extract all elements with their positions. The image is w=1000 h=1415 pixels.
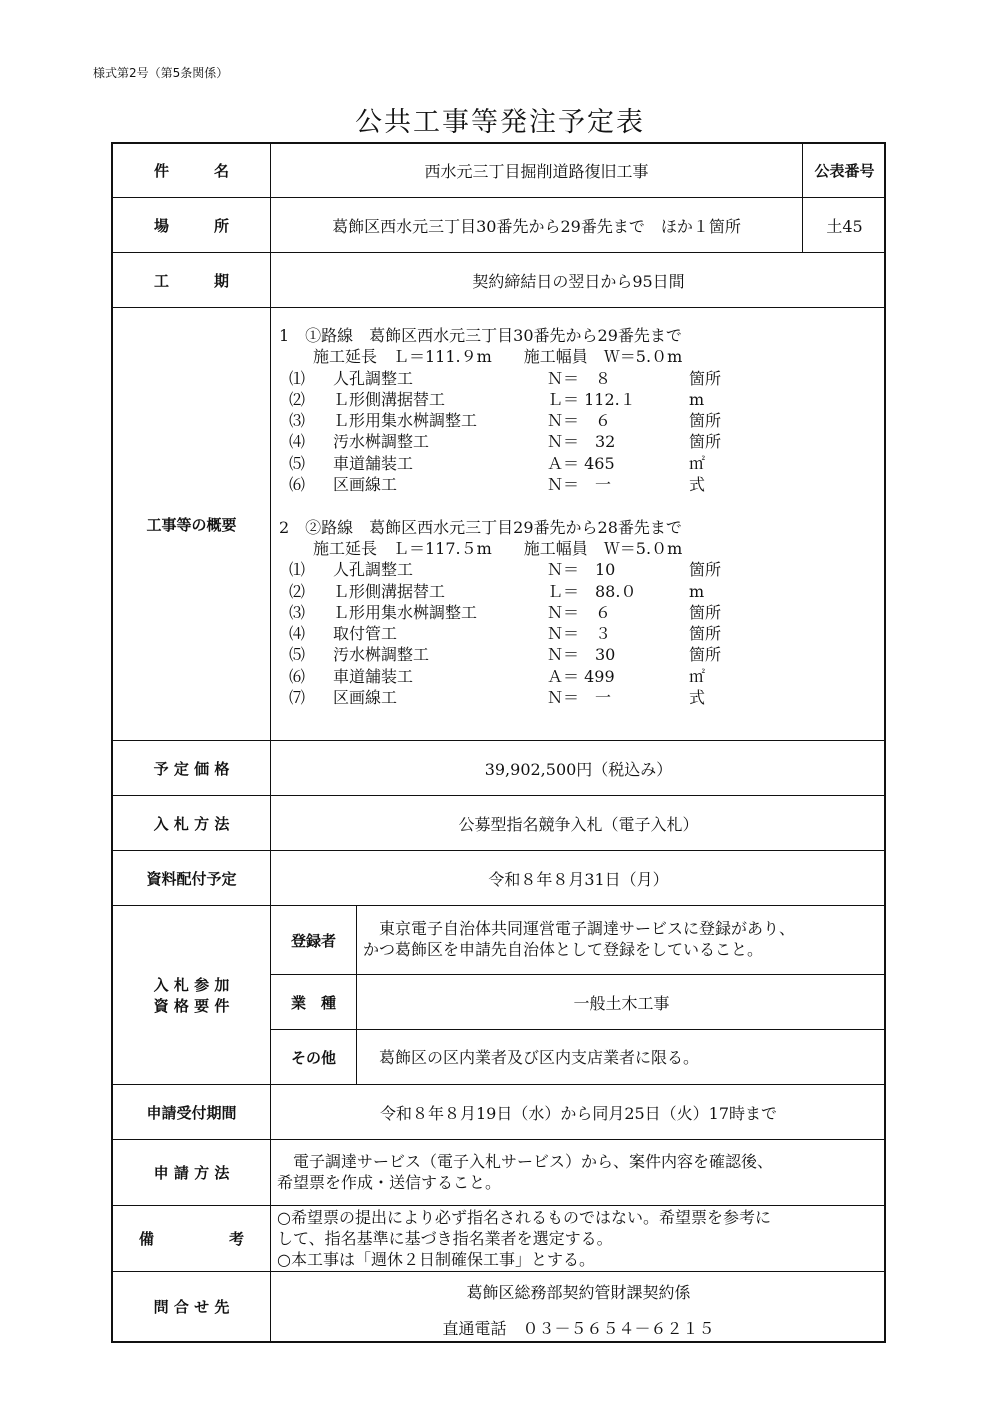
item-quantity: Ｎ＝ 一: [547, 475, 612, 495]
name-value-cell: [271, 144, 803, 198]
public-no-label-cell: [803, 144, 886, 198]
location-label: 場 所: [153, 216, 229, 235]
order-schedule-table: [111, 142, 886, 1343]
overview-heading-1: 1 ①路線 葛飾区西水元三丁目30番先から29番先まで: [279, 326, 682, 345]
distribution-label-cell: [113, 851, 271, 906]
other-value: 葛飾区の区内業者及び区内支店業者に限る。: [363, 1047, 700, 1067]
location-value-cell: [271, 198, 803, 253]
item-name: Ｌ形用集水桝調整工: [333, 411, 478, 431]
qualification-label-line2: 資 格 要 件: [153, 997, 230, 1015]
overview-item: [279, 410, 886, 431]
application-method-label-cell: [113, 1140, 271, 1206]
application-period-value: 令和８年８月19日（水）から同月25日（火）17時まで: [379, 1103, 778, 1123]
overview-item: [279, 602, 886, 623]
registrant-value-cell: [357, 906, 886, 975]
location-value: 葛飾区西水元三丁目30番先から29番先まで ほか１箇所: [332, 216, 741, 236]
contact-value-cell: [271, 1272, 886, 1341]
item-quantity: Ｎ＝ 30: [547, 645, 616, 665]
item-quantity: Ｌ＝ 88.０: [547, 581, 637, 601]
application-method-line2: 希望票を作成・送信すること。: [277, 1173, 502, 1192]
overview-item: [279, 687, 886, 708]
item-name: 人孔調整工: [333, 368, 414, 388]
item-quantity: Ｎ＝ 一: [547, 688, 612, 708]
public-no-label: 公表番号: [814, 162, 875, 180]
overview-item: [279, 368, 886, 389]
price-value: 39,902,500円（税込み）: [484, 759, 673, 779]
overview-item: [279, 644, 886, 665]
industry-label: 業 種: [290, 993, 336, 1012]
overview-spec-2: 施工延長 Ｌ＝117.５m 施工幅員 Ｗ＝5.０m: [313, 538, 683, 558]
item-quantity: Ｎ＝ ６: [547, 602, 612, 622]
overview-label: 工事等の概要: [146, 515, 237, 534]
item-unit: ㎡: [689, 453, 706, 473]
item-number: ⑵: [289, 581, 306, 601]
item-number: ⑸: [289, 453, 306, 473]
item-unit: ㎡: [689, 666, 706, 686]
item-name: 汚水桝調整工: [333, 432, 430, 452]
price-label-cell: [113, 741, 271, 796]
page-title: 公共工事等発注予定表: [355, 107, 645, 138]
item-number: ⑺: [289, 688, 306, 708]
item-name: 取付管工: [333, 624, 398, 644]
registrant-label: 登録者: [290, 931, 336, 950]
item-number: ⑵: [289, 389, 306, 409]
application-method-value-cell: [271, 1140, 886, 1206]
item-number: ⑴: [289, 560, 306, 580]
item-quantity: Ｎ＝ ８: [547, 368, 612, 388]
qualification-label-cell: [113, 906, 271, 1085]
overview-item: [279, 474, 886, 495]
name-label-cell: [113, 144, 271, 198]
item-quantity: Ａ＝ 499: [547, 666, 615, 686]
registrant-label-cell: [271, 906, 357, 975]
item-unit: m: [689, 389, 705, 409]
item-number: ⑶: [289, 602, 306, 622]
industry-label-cell: [271, 975, 357, 1030]
item-name: 車道舗装工: [333, 666, 414, 686]
bid-method-label: 入 札 方 法: [153, 814, 230, 833]
public-no: 土45: [826, 216, 863, 236]
industry-value: 一般土木工事: [573, 993, 670, 1013]
remarks-line1: ○希望票の提出により必ず指名されるものではない。希望票を参考に: [277, 1208, 771, 1227]
other-label: その他: [290, 1048, 336, 1067]
registrant-line1: 東京電子自治体共同運営電子調達サービスに登録があり、: [363, 919, 796, 938]
application-method-line1: 電子調達サービス（電子入札サービス）から、案件内容を確認後、: [277, 1152, 774, 1171]
location-label-cell: [113, 198, 271, 253]
project-name: 西水元三丁目掘削道路復旧工事: [424, 162, 649, 181]
item-number: ⑷: [289, 624, 306, 644]
form-number: 様式第2号（第5条関係）: [93, 66, 229, 80]
qualification-label-line1: 入 札 参 加: [153, 976, 230, 994]
contact-label-cell: [113, 1272, 271, 1341]
application-method-label: 申 請 方 法: [153, 1164, 230, 1182]
overview-item: [279, 559, 886, 580]
item-quantity: Ａ＝ 465: [547, 453, 615, 473]
item-name: 車道舗装工: [333, 453, 414, 473]
overview-label-cell: [113, 308, 271, 741]
overview-item: [279, 666, 886, 687]
item-number: ⑴: [289, 368, 306, 388]
item-name: 区画線工: [333, 688, 398, 708]
remarks-line2: して、指名基準に基づき指名業者を選定する。: [277, 1229, 613, 1248]
item-quantity: Ｌ＝ 112.１: [547, 389, 636, 409]
item-quantity: Ｎ＝ 32: [547, 432, 616, 452]
item-quantity: Ｎ＝ ３: [547, 624, 612, 644]
contact-department: 葛飾区総務部契約管財課契約係: [466, 1283, 691, 1302]
item-unit: 式: [689, 688, 706, 708]
remarks-value-cell: [271, 1206, 886, 1272]
overview-spacer: [279, 495, 886, 516]
item-name: Ｌ形側溝据替工: [333, 581, 446, 601]
distribution-label: 資料配付予定: [146, 869, 237, 888]
period-value-cell: [271, 253, 886, 308]
item-unit: 式: [689, 475, 706, 495]
item-unit: 箇所: [689, 624, 722, 644]
overview-item: [279, 581, 886, 602]
item-number: ⑹: [289, 666, 306, 686]
overview-item: [279, 453, 886, 474]
distribution-value-cell: [271, 851, 886, 906]
other-label-cell: [271, 1030, 357, 1085]
item-name: 区画線工: [333, 475, 398, 495]
price-value-cell: [271, 741, 886, 796]
item-quantity: Ｎ＝ 10: [547, 560, 616, 580]
item-name: Ｌ形用集水桝調整工: [333, 602, 478, 622]
item-name: 汚水桝調整工: [333, 645, 430, 665]
overview-item: [279, 389, 886, 410]
item-number: ⑶: [289, 411, 306, 431]
period-value: 契約締結日の翌日から95日間: [472, 271, 685, 291]
overview-item: [279, 623, 886, 644]
period-label: 工 期: [153, 271, 229, 290]
item-quantity: Ｎ＝ ６: [547, 411, 612, 431]
item-number: ⑹: [289, 475, 306, 495]
overview-heading-2: 2 ②路線 葛飾区西水元三丁目29番先から28番先まで: [279, 517, 682, 537]
item-unit: m: [689, 581, 705, 601]
registrant-line2: かつ葛飾区を申請先自治体として登録をしていること。: [363, 940, 764, 959]
overview-content: [271, 308, 886, 741]
period-label-cell: [113, 253, 271, 308]
item-unit: 箇所: [689, 411, 722, 431]
application-period-label: 申請受付期間: [146, 1103, 237, 1122]
item-unit: 箇所: [689, 368, 722, 388]
remarks-line3: ○本工事は「週休２日制確保工事」とする。: [277, 1250, 595, 1269]
item-unit: 箇所: [689, 602, 722, 622]
contact-phone: 直通電話 ０３－５６５４－６２１５: [442, 1319, 715, 1338]
item-name: Ｌ形側溝据替工: [333, 389, 446, 409]
item-unit: 箇所: [689, 432, 722, 452]
application-period-value-cell: [271, 1085, 886, 1140]
remarks-label-cell: [113, 1206, 271, 1272]
contact-label: 問 合 せ 先: [153, 1298, 230, 1316]
bid-method-label-cell: [113, 796, 271, 851]
industry-value-cell: [357, 975, 886, 1030]
overview-spec-1: 施工延長 Ｌ＝111.９m 施工幅員 Ｗ＝5.０m: [313, 347, 683, 367]
item-number: ⑷: [289, 432, 306, 452]
application-period-label-cell: [113, 1085, 271, 1140]
item-unit: 箇所: [689, 560, 722, 580]
item-number: ⑸: [289, 645, 306, 665]
public-no-cell: [803, 198, 886, 253]
overview-item: [279, 431, 886, 452]
item-unit: 箇所: [689, 645, 722, 665]
name-label: 件 名: [153, 162, 229, 180]
bid-method-value: 公募型指名競争入札（電子入札）: [458, 814, 699, 834]
other-value-cell: [357, 1030, 886, 1085]
distribution-value: 令和８年８月31日（月）: [488, 869, 669, 889]
price-label: 予 定 価 格: [153, 759, 230, 778]
bid-method-value-cell: [271, 796, 886, 851]
item-name: 人孔調整工: [333, 560, 414, 580]
remarks-label: 備 考: [138, 1230, 244, 1248]
